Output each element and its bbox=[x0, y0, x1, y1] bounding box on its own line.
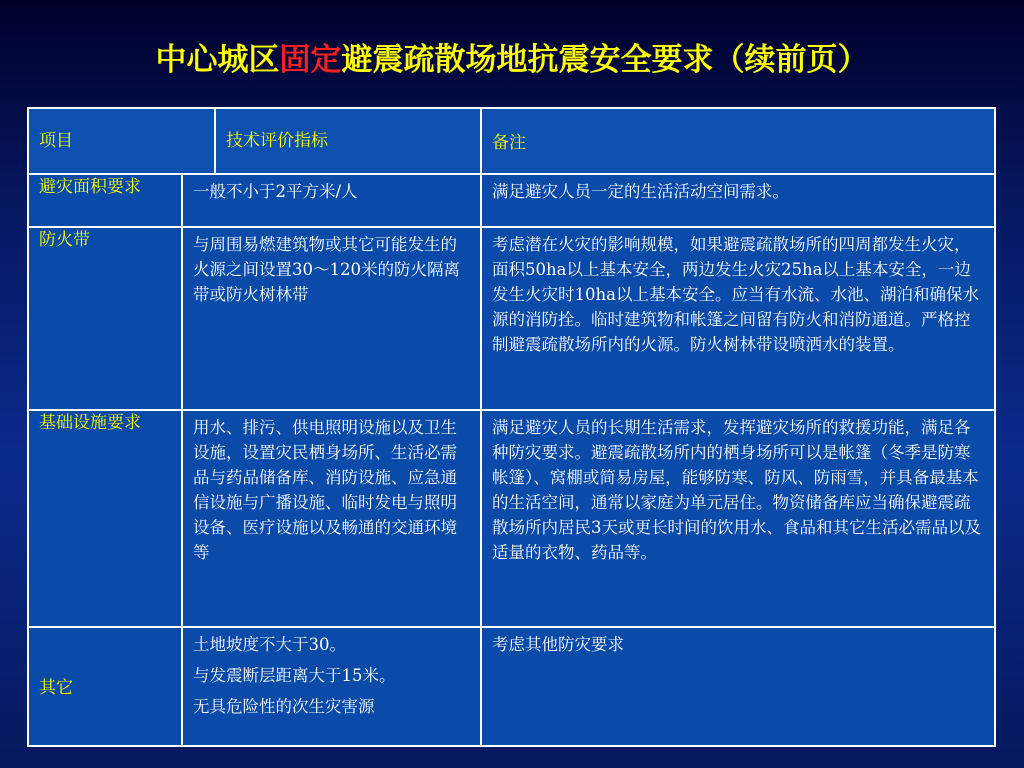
indicator-line: 与发震断层距离大于15米。 bbox=[193, 666, 396, 685]
row-remark: 考虑潜在火灾的影响规模，如果避震疏散场所的四周都发生火灾，面积50ha以上基本安全，两边发生火灾25ha以上基本安全，一边发生火灾时10ha以上基本安全。应当有水流、水池、湖泊和确保水源的消防拴。临时建筑物和帐篷之间留有防火和消防通道。严格控制避震疏散场所内的火源。防火树林带设喷洒水的装置。 bbox=[481, 227, 995, 410]
header-item: 项目 bbox=[29, 109, 216, 173]
table-header-row bbox=[28, 108, 995, 174]
header-indicator: 技术评价指标 bbox=[226, 130, 328, 151]
header-cell-group bbox=[28, 108, 481, 174]
requirements-table bbox=[27, 107, 996, 747]
row-remark: 满足避灾人员的长期生活需求，发挥避灾场所的救援功能，满足各种防灾要求。避震疏散场所内的栖身场所可以是帐篷（冬季是防寒帐篷）、窝棚或简易房屋，能够防寒、防风、防雨雪，并具备最基本的生活空间，通常以家庭为单元居住。物资储备库应当确保避震疏散场所内居民3天或更长时间的饮用水、食品和其它生活必需品以及适量的衣物、药品等。 bbox=[481, 410, 995, 627]
table-row bbox=[28, 174, 995, 227]
table-row bbox=[28, 627, 995, 746]
slide-title bbox=[0, 34, 1024, 79]
title-prefix: 中心城区 bbox=[155, 42, 280, 78]
row-remark: 满足避灾人员一定的生活活动空间需求。 bbox=[481, 174, 995, 227]
row-indicator: 用水、排污、供电照明设施以及卫生设施，设置灾民栖身场所、生活必需品与药品储备库、消防设施、应急通信设施与广播设施、临时发电与照明设备、医疗设施以及畅通的交通环境等 bbox=[182, 410, 481, 627]
row-indicator: 一般不小于2平方米/人 bbox=[182, 174, 481, 227]
indicator-line: 土地坡度不大于30。 bbox=[193, 635, 346, 654]
title-highlight: 固定 bbox=[279, 42, 342, 78]
row-item: 其它 bbox=[28, 627, 182, 746]
row-item: 基础设施要求 bbox=[28, 410, 182, 627]
table-row bbox=[28, 410, 995, 627]
row-item: 防火带 bbox=[28, 227, 182, 410]
table-row bbox=[28, 227, 995, 410]
row-indicator bbox=[182, 627, 481, 746]
header-remark: 备注 bbox=[481, 108, 995, 174]
row-remark: 考虑其他防灾要求 bbox=[481, 627, 995, 746]
row-item: 避灾面积要求 bbox=[28, 174, 182, 227]
title-suffix: 避震疏散场地抗震安全要求（续前页） bbox=[341, 42, 869, 78]
row-indicator: 与周围易燃建筑物或其它可能发生的火源之间设置30～120米的防火隔离带或防火树林带 bbox=[182, 227, 481, 410]
indicator-line: 无具危险性的次生灾害源 bbox=[193, 697, 375, 716]
